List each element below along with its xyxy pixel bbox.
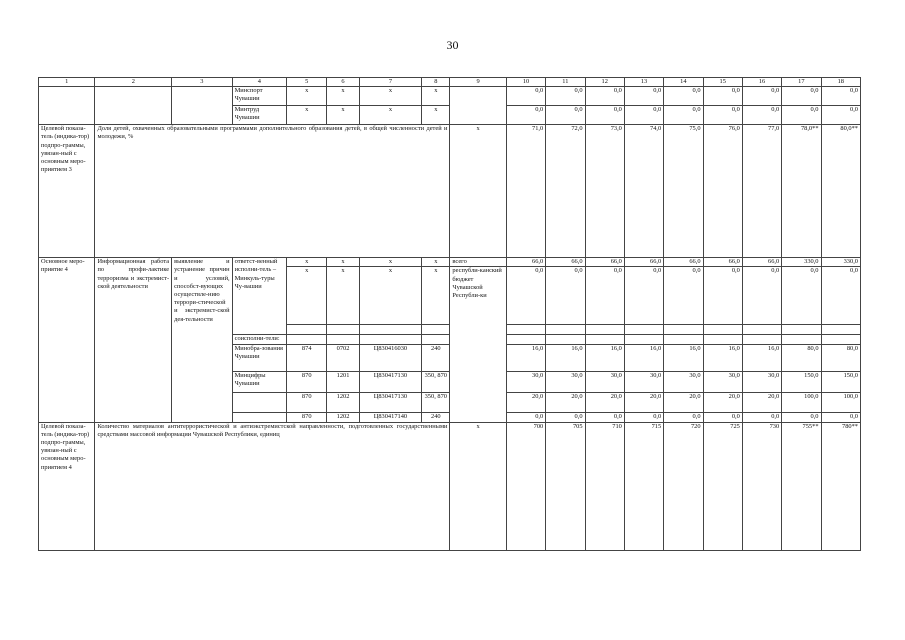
table-cell	[39, 87, 95, 125]
source-total: всего	[450, 258, 506, 267]
executor-cell: Минспорт Чувашии	[232, 87, 286, 106]
table-cell: 0,0	[821, 267, 860, 325]
header-cell: 17	[782, 78, 821, 87]
table-cell	[232, 392, 286, 412]
table-cell: 16,0	[506, 344, 545, 371]
table-cell	[95, 87, 172, 125]
table-cell	[327, 335, 359, 344]
table-cell: 0,0	[782, 87, 821, 106]
header-cell: 11	[546, 78, 585, 87]
table-cell: 66,0	[742, 258, 781, 267]
table-cell: x	[327, 267, 359, 325]
table-cell: 0,0	[664, 412, 703, 422]
table-cell: 0,0	[506, 267, 545, 325]
table-cell: 80,0	[821, 344, 860, 371]
table-cell: 100,0	[821, 392, 860, 412]
table-cell: 1201	[327, 371, 359, 392]
executor-cell: Минтруд Чувашии	[232, 106, 286, 125]
table-cell: 75,0	[664, 125, 703, 258]
table-cell: 0,0	[546, 412, 585, 422]
table-cell: x	[422, 258, 450, 267]
table-cell: 20,0	[585, 392, 624, 412]
header-cell: 2	[95, 78, 172, 87]
table-cell	[422, 325, 450, 335]
header-cell: 15	[703, 78, 742, 87]
table-cell: 240	[422, 412, 450, 422]
event-label: Основное меро-приятие 4	[39, 258, 95, 422]
table-cell: x	[327, 258, 359, 267]
table-cell: 0,0	[546, 106, 585, 125]
table-cell: 66,0	[624, 258, 663, 267]
header-cell: 8	[422, 78, 450, 87]
table-cell: x	[359, 267, 422, 325]
table-cell: 700	[506, 422, 545, 550]
table-cell: x	[450, 422, 506, 550]
table-cell: 16,0	[546, 344, 585, 371]
table-cell: 710	[585, 422, 624, 550]
table-cell: Ц830417130	[359, 392, 422, 412]
table-cell: 20,0	[742, 392, 781, 412]
table-cell: 0,0	[703, 267, 742, 325]
table-cell: 780**	[821, 422, 860, 550]
table-cell: x	[287, 106, 327, 125]
table-cell: 1202	[327, 412, 359, 422]
executor-cell: Минцифры Чувашии	[232, 371, 286, 392]
source-republican: республи-канский бюджет Чувашской Республи-ки	[450, 267, 506, 422]
table-cell: x	[327, 106, 359, 125]
indicator-label: Целевой показа-тель (индика-тор) подпро-граммы, увязан-ный с основным меро-приятием 3	[39, 125, 95, 258]
indicator-label: Целевой показа-тель (индика-тор) подпро-граммы, увязан-ный с основным меро-приятием 4	[39, 422, 95, 550]
table-cell: 870	[287, 371, 327, 392]
table-cell	[287, 335, 327, 344]
table-cell: 0,0	[742, 87, 781, 106]
header-cell: 16	[742, 78, 781, 87]
table-cell: 16,0	[624, 344, 663, 371]
table-cell: 72,0	[546, 125, 585, 258]
table-cell: Ц830417130	[359, 371, 422, 392]
header-cell: 9	[450, 78, 506, 87]
table-cell: 0,0	[585, 412, 624, 422]
table-cell: x	[422, 267, 450, 325]
table-cell	[585, 325, 624, 335]
page-number: 30	[446, 38, 459, 52]
table-row	[39, 125, 861, 258]
table-cell: 30,0	[624, 371, 663, 392]
table-cell: 71,0	[506, 125, 545, 258]
table-cell: x	[422, 87, 450, 106]
table-cell: 0,0	[821, 106, 860, 125]
table-row	[39, 258, 861, 267]
table-row	[39, 422, 861, 550]
header-cell: 12	[585, 78, 624, 87]
table-cell: 0702	[327, 344, 359, 371]
header-cell: 1	[39, 78, 95, 87]
table-cell: 350, 870	[422, 371, 450, 392]
table-cell: 150,0	[821, 371, 860, 392]
table-cell	[506, 335, 545, 344]
table-cell	[742, 335, 781, 344]
table-cell: x	[327, 87, 359, 106]
table-cell: 0,0	[664, 267, 703, 325]
header-row	[39, 78, 861, 87]
table-cell: 77,0	[742, 125, 781, 258]
table-cell: x	[287, 87, 327, 106]
table-cell	[585, 335, 624, 344]
table-cell: 16,0	[703, 344, 742, 371]
table-cell: 0,0	[782, 412, 821, 422]
table-cell: 0,0	[703, 87, 742, 106]
table-cell: 20,0	[506, 392, 545, 412]
table-cell: 0,0	[506, 106, 545, 125]
table-cell: 330,0	[782, 258, 821, 267]
table-cell: 76,0	[703, 125, 742, 258]
table-cell: 0,0	[506, 412, 545, 422]
table-cell	[703, 325, 742, 335]
table-cell: 870	[287, 392, 327, 412]
table-cell: x	[287, 267, 327, 325]
table-cell: 20,0	[624, 392, 663, 412]
table-cell: 16,0	[585, 344, 624, 371]
table-cell	[664, 325, 703, 335]
table-cell: 0,0	[546, 267, 585, 325]
table-cell	[703, 335, 742, 344]
table-cell	[232, 412, 286, 422]
table-cell: 0,0	[821, 412, 860, 422]
table-cell	[327, 325, 359, 335]
table-cell: 30,0	[742, 371, 781, 392]
table-cell: x	[359, 258, 422, 267]
table-cell	[664, 335, 703, 344]
header-cell: 14	[664, 78, 703, 87]
header-cell: 10	[506, 78, 545, 87]
table-cell	[287, 325, 327, 335]
table-cell: 80,0	[782, 344, 821, 371]
table-cell	[782, 335, 821, 344]
table-cell: 80,0**	[821, 125, 860, 258]
budget-table	[38, 77, 861, 551]
header-cell: 13	[624, 78, 663, 87]
table-cell: 73,0	[585, 125, 624, 258]
table-cell: 16,0	[664, 344, 703, 371]
table-cell: 0,0	[703, 412, 742, 422]
table-cell: 0,0	[546, 87, 585, 106]
table-cell: x	[359, 87, 422, 106]
header-cell: 5	[287, 78, 327, 87]
table-cell: 870	[287, 412, 327, 422]
table-cell: 66,0	[585, 258, 624, 267]
table-cell: 0,0	[585, 87, 624, 106]
table-cell: 66,0	[506, 258, 545, 267]
table-cell: x	[422, 106, 450, 125]
table-cell: 0,0	[664, 106, 703, 125]
table-cell: 66,0	[703, 258, 742, 267]
table-cell	[821, 325, 860, 335]
table-cell	[172, 87, 233, 125]
table-cell: 20,0	[703, 392, 742, 412]
table-cell: 0,0	[624, 267, 663, 325]
table-cell: 30,0	[664, 371, 703, 392]
coexecutors-label: соисполни-тели:	[232, 335, 286, 344]
table-row	[39, 87, 861, 106]
table-cell: 30,0	[585, 371, 624, 392]
header-cell: 4	[232, 78, 286, 87]
table-cell	[782, 325, 821, 335]
table-cell: 0,0	[624, 412, 663, 422]
table-cell: 0,0	[742, 412, 781, 422]
table-cell: x	[450, 125, 506, 258]
responsible-executor: ответст-венный исполни-тель – Минкуль-туры Чу-вашии	[232, 258, 286, 335]
event-goal: выявление и устранение причин и условий, способст-вующих осуществле-нию террори-стической и экстремист-ской дея-тельности	[172, 258, 233, 422]
table-cell	[624, 335, 663, 344]
header-cell: 7	[359, 78, 422, 87]
table-cell: 150,0	[782, 371, 821, 392]
table-cell: 0,0	[782, 267, 821, 325]
table-cell: 30,0	[506, 371, 545, 392]
indicator-text: Количество материалов антитеррористической и антиэкстремистской направленности, подготовленных государственными средствами массовой информации Чувашской Республики, единиц	[95, 422, 450, 550]
table-cell: 0,0	[703, 106, 742, 125]
table-cell	[506, 325, 545, 335]
table-cell: 0,0	[624, 87, 663, 106]
table-cell: 0,0	[585, 106, 624, 125]
table-cell: 350, 870	[422, 392, 450, 412]
table-cell: 730	[742, 422, 781, 550]
table-cell: 1202	[327, 392, 359, 412]
table-cell: 715	[624, 422, 663, 550]
table-cell: 0,0	[506, 87, 545, 106]
table-cell: 0,0	[821, 87, 860, 106]
table-cell: 20,0	[546, 392, 585, 412]
table-cell: 0,0	[624, 106, 663, 125]
table-cell: 874	[287, 344, 327, 371]
table-cell: 0,0	[742, 267, 781, 325]
table-cell: x	[287, 258, 327, 267]
executor-cell: Минобра-зования Чувашии	[232, 344, 286, 371]
table-cell: 78,0**	[782, 125, 821, 258]
table-cell: 100,0	[782, 392, 821, 412]
indicator-text: Доля детей, охваченных образовательными программами дополнительного образования детей, в общей численности детей и молодежи, %	[95, 125, 450, 258]
table-cell: 30,0	[703, 371, 742, 392]
table-cell	[546, 335, 585, 344]
table-cell	[359, 325, 422, 335]
table-cell: 74,0	[624, 125, 663, 258]
table-cell: 66,0	[664, 258, 703, 267]
table-cell	[624, 325, 663, 335]
header-cell: 6	[327, 78, 359, 87]
table-cell: Ц830416030	[359, 344, 422, 371]
table-cell	[821, 335, 860, 344]
header-cell: 3	[172, 78, 233, 87]
table-cell: 720	[664, 422, 703, 550]
table-cell: 66,0	[546, 258, 585, 267]
table-cell: 705	[546, 422, 585, 550]
table-cell: Ц830417140	[359, 412, 422, 422]
table-cell	[359, 335, 422, 344]
table-cell	[422, 335, 450, 344]
table-cell: 0,0	[742, 106, 781, 125]
header-cell: 18	[821, 78, 860, 87]
table-cell: 0,0	[585, 267, 624, 325]
table-cell: 755**	[782, 422, 821, 550]
table-cell: 30,0	[546, 371, 585, 392]
event-name: Информационная работа по профи-лактике терроризма и экстремист-ской деятельности	[95, 258, 172, 422]
table-cell	[546, 325, 585, 335]
table-cell: 0,0	[664, 87, 703, 106]
table-cell: x	[359, 106, 422, 125]
table-cell: 20,0	[664, 392, 703, 412]
table-cell: 725	[703, 422, 742, 550]
table-cell: 16,0	[742, 344, 781, 371]
table-cell	[450, 87, 506, 125]
table-cell: 0,0	[782, 106, 821, 125]
table-cell: 240	[422, 344, 450, 371]
table-cell: 330,0	[821, 258, 860, 267]
table-cell	[742, 325, 781, 335]
